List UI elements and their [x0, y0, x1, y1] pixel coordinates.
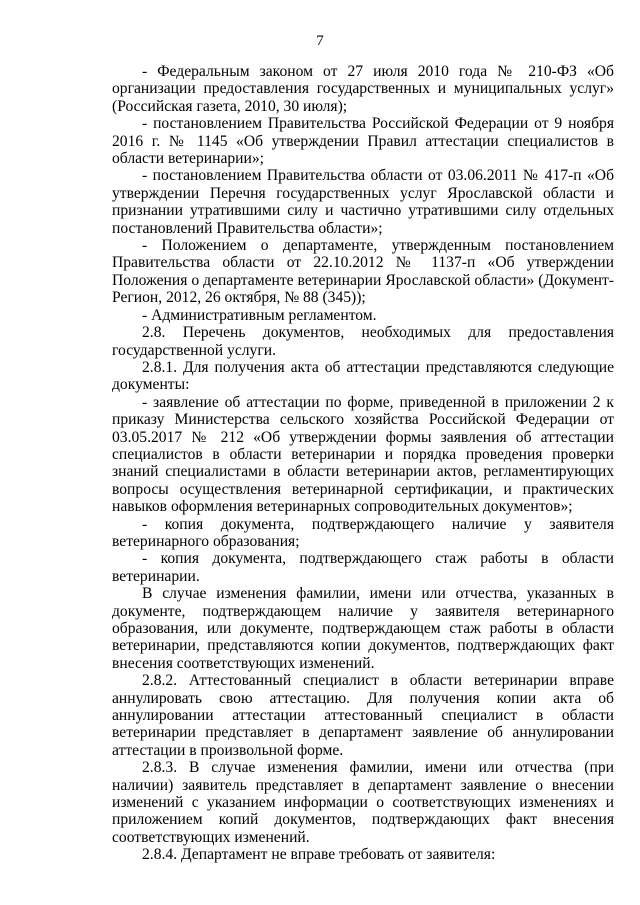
paragraph-decree-417: - постановлением Правительства области от 03.06.2011 № 417-п «Об утверждении Перечня государственных услуг Ярославской области и признании утратившими силу и частично утратившими силу отдельных постановлений Правительства области»;	[112, 167, 614, 237]
paragraph-name-change: В случае изменения фамилии, имени или отчества, указанных в документе, подтверждающем наличие у заявителя ветеринарного образования, или документе, подтверждающем стаж работы в области ветеринарии, представляются копии документов, подтверждающих факт внесения соответствующих изменений.	[112, 585, 614, 672]
paragraph-2-8-3: 2.8.3. В случае изменения фамилии, имени или отчества (при наличии) заявитель представляет в департамент заявление о внесении изменений с указанием информации о соответствующих изменениях и приложением копий документов, подтверждающих факт внесения соответствующих изменений.	[112, 759, 614, 846]
paragraph-2-8: 2.8. Перечень документов, необходимых для предоставления государственной услуги.	[112, 324, 614, 359]
paragraph-2-8-4: 2.8.4. Департамент не вправе требовать от заявителя:	[142, 846, 496, 864]
paragraph-law-210: - Федеральным законом от 27 июля 2010 года № 210-ФЗ «Об организации предоставления государственных и муниципальных услуг» (Российская газета, 2010, 30 июля);	[112, 63, 614, 115]
paragraph-2-8-2: 2.8.2. Аттестованный специалист в области ветеринарии вправе аннулировать свою аттестацию. Для получения копии акта об аннулировании аттестации аттестованный специалист в области ветеринарии представляет в департамент заявление об аннулировании аттестации в произвольной форме.	[112, 672, 614, 759]
paragraph-decree-1145: - постановлением Правительства Российской Федерации от 9 ноября 2016 г. № 1145 «Об утверждении Правил аттестации специалистов в области ветеринарии»;	[112, 115, 614, 168]
page-number: 7	[316, 33, 324, 49]
paragraph-education-copy: - копия документа, подтверждающего наличие у заявителя ветеринарного образования;	[112, 515, 614, 550]
paragraph-experience-copy: - копия документа, подтверждающего стаж работы в области ветеринарии.	[112, 550, 614, 585]
paragraph-admin-regulation: - Административным регламентом.	[142, 306, 377, 324]
paragraph-2-8-1: 2.8.1. Для получения акта об аттестации представляются следующие документы:	[112, 358, 614, 394]
paragraph-regulation-department: - Положением о департаменте, утвержденным постановлением Правительства области от 22.10.2012 № 1137-п «Об утверждении Положения о департаменте ветеринарии Ярославской области» (Документ-Регион, 2012, 26 октября, № 88 (345));	[112, 237, 614, 307]
document-body	[112, 63, 614, 864]
paragraph-application: - заявление об аттестации по форме, приведенной в приложении 2 к приказу Министерства сельского хозяйства Российской Федерации от 03.05.2017 № 212 «Об утверждении формы заявления об аттестации специалистов в области ветеринарии и порядка проведения проверки знаний специалистами в области ветеринарии актов, регламентирующих вопросы осуществления ветеринарной сертификации, и практических навыков оформления ветеринарных сопроводительных документов»;	[112, 393, 614, 516]
